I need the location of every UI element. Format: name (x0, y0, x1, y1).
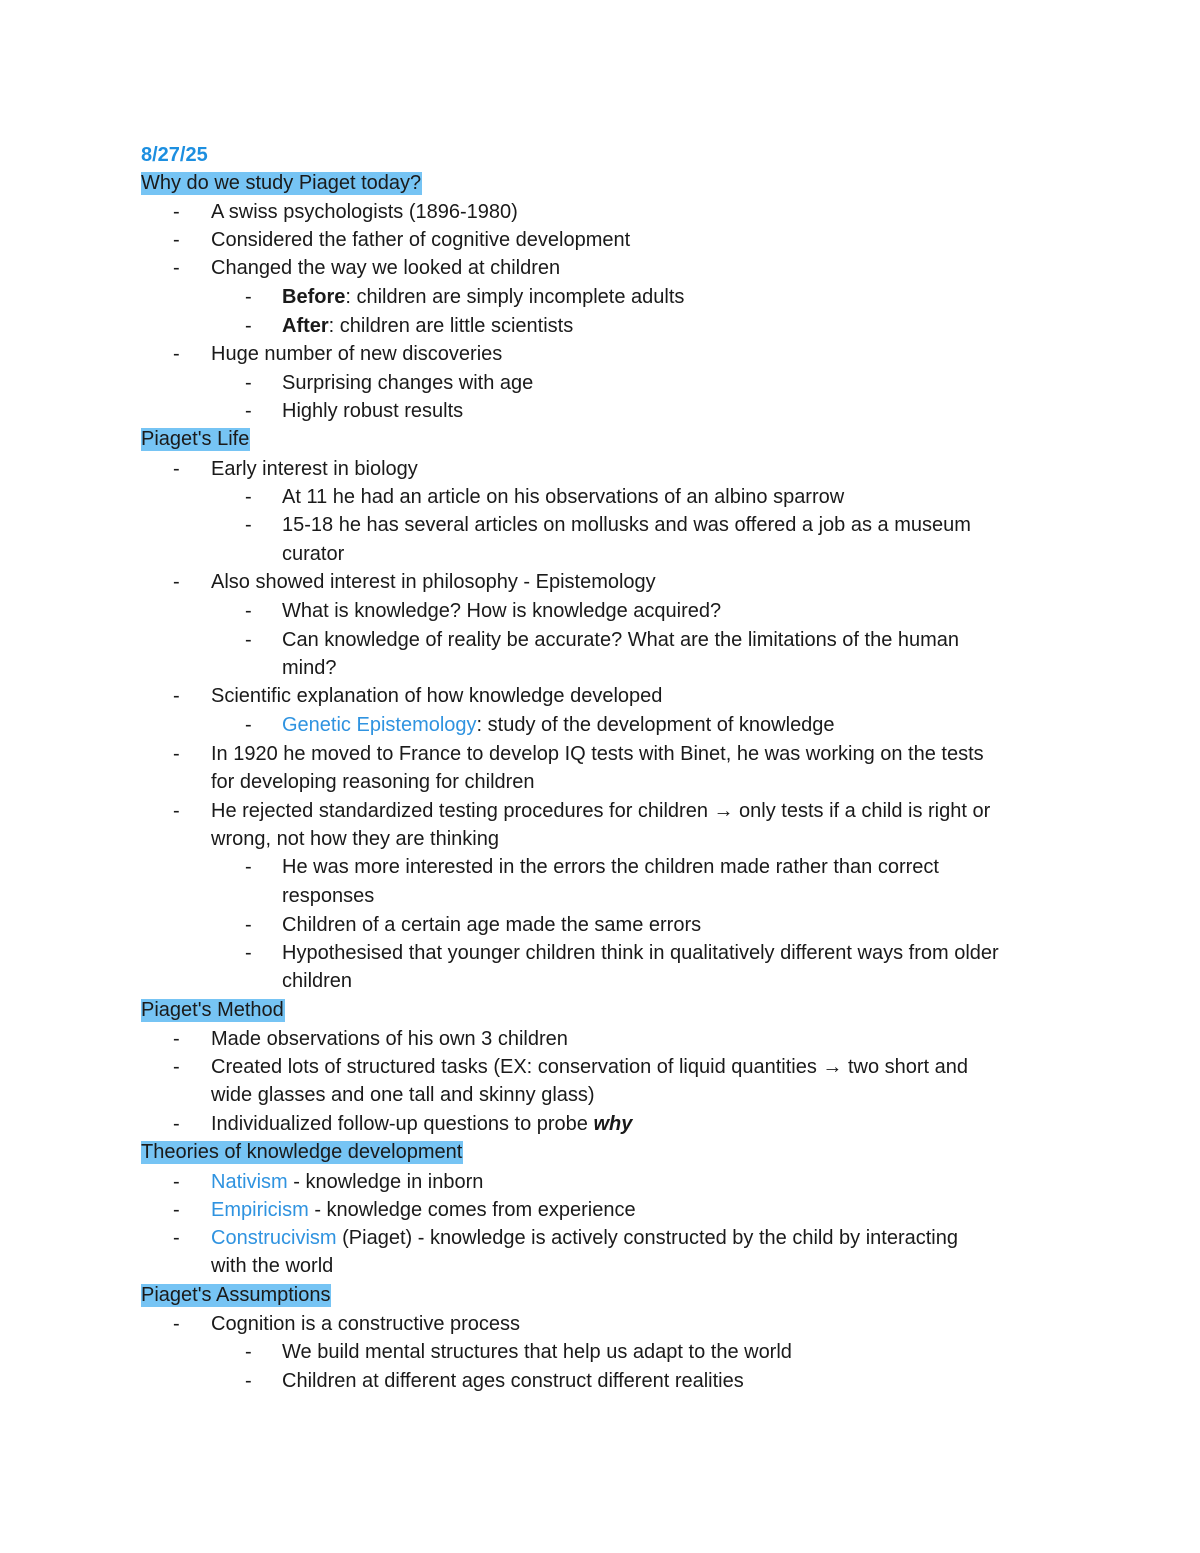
key-term: Genetic Epistemology (282, 714, 477, 736)
list-item-continuation: curator (282, 543, 345, 565)
list-item-continuation: responses (282, 885, 375, 907)
list-item-continuation: with the world (211, 1255, 334, 1277)
list-item: Created lots of structured tasks (EX: conservation of liquid quantities → two short and (211, 1056, 969, 1078)
list-item: Changed the way we looked at children (211, 257, 561, 279)
bullet-dash: - (245, 856, 252, 878)
list-item: 15-18 he has several articles on mollusks and was offered a job as a museum (282, 514, 971, 536)
section-header-theories (141, 1139, 463, 1166)
section-header-text: Why do we study Piaget today? (141, 172, 422, 194)
list-item (282, 283, 1082, 312)
bullet-dash: - (245, 514, 252, 536)
list-item: Huge number of new discoveries (211, 343, 503, 365)
bullet-dash: - (173, 1171, 180, 1193)
list-item: Highly robust results (282, 400, 464, 422)
bullet-dash: - (173, 1227, 180, 1249)
list-item (282, 711, 1082, 740)
bullet-dash: - (173, 800, 180, 822)
section-header-why (141, 170, 422, 197)
bold-term: Before (282, 286, 346, 308)
list-item: Considered the father of cognitive development (211, 229, 631, 251)
list-item: A swiss psychologists (1896-1980) (211, 201, 518, 223)
list-item: In 1920 he moved to France to develop IQ tests with Binet, he was working on the tests (211, 743, 984, 765)
section-header-text: Piaget's Method (141, 999, 284, 1021)
list-item-continuation: for developing reasoning for children (211, 771, 535, 793)
item-text: : children are little scientists (328, 315, 574, 337)
list-item: Children of a certain age made the same errors (282, 914, 702, 936)
list-item: Can knowledge of reality be accurate? What are the limitations of the human (282, 629, 960, 651)
item-text: - knowledge in inborn (287, 1171, 484, 1193)
bullet-dash: - (245, 400, 252, 422)
list-item: He was more interested in the errors the children made rather than correct (282, 856, 939, 878)
list-item: He rejected standardized testing procedures for children → only tests if a child is right or (211, 800, 991, 822)
list-item: Cognition is a constructive process (211, 1313, 521, 1335)
bullet-dash: - (173, 229, 180, 251)
section-header-life (141, 426, 250, 453)
list-item: What is knowledge? How is knowledge acquired? (282, 600, 722, 622)
key-term: Nativism (211, 1171, 288, 1193)
list-item-continuation: wide glasses and one tall and skinny glass) (211, 1084, 595, 1106)
bullet-dash: - (173, 685, 180, 707)
bullet-dash: - (173, 1113, 180, 1135)
list-item (211, 1224, 1071, 1253)
section-header-text: Piaget's Assumptions (141, 1284, 331, 1306)
section-header-text: Piaget's Life (141, 428, 250, 450)
bullet-dash: - (173, 257, 180, 279)
list-item: Early interest in biology (211, 458, 418, 480)
bullet-dash: - (173, 343, 180, 365)
list-item-continuation: mind? (282, 657, 337, 679)
bullet-dash: - (173, 458, 180, 480)
item-text: Individualized follow-up questions to probe (211, 1113, 594, 1135)
bullet-dash: - (245, 1370, 252, 1392)
item-text: - knowledge comes from experience (308, 1199, 636, 1221)
bullet-dash: - (245, 629, 252, 651)
section-header-text: Theories of knowledge development (141, 1141, 463, 1163)
bold-term: After (282, 315, 329, 337)
list-item (211, 1168, 1071, 1197)
bullet-dash: - (245, 486, 252, 508)
list-item-continuation: children (282, 970, 353, 992)
list-item (211, 1196, 1071, 1225)
bullet-dash: - (245, 914, 252, 936)
bullet-dash: - (245, 286, 252, 308)
list-item: Made observations of his own 3 children (211, 1028, 568, 1050)
section-header-method (141, 997, 285, 1024)
key-term: Construcivism (211, 1227, 337, 1249)
list-item: Also showed interest in philosophy - Epistemology (211, 571, 656, 593)
emphasis-text: why (593, 1113, 633, 1135)
key-term: Empiricism (211, 1199, 309, 1221)
list-item: Hypothesised that younger children think in qualitatively different ways from older (282, 942, 999, 964)
bullet-dash: - (245, 600, 252, 622)
bullet-dash: - (173, 571, 180, 593)
list-item: Surprising changes with age (282, 372, 534, 394)
bullet-dash: - (173, 1199, 180, 1221)
bullet-dash: - (173, 201, 180, 223)
list-item (211, 1110, 1071, 1139)
bullet-dash: - (173, 743, 180, 765)
bullet-dash: - (173, 1313, 180, 1335)
bullet-dash: - (245, 714, 252, 736)
item-text: : children are simply incomplete adults (345, 286, 685, 308)
bullet-dash: - (173, 1056, 180, 1078)
list-item-continuation: wrong, not how they are thinking (211, 828, 499, 850)
item-text: : study of the development of knowledge (476, 714, 835, 736)
bullet-dash: - (245, 315, 252, 337)
bullet-dash: - (173, 1028, 180, 1050)
bullet-dash: - (245, 372, 252, 394)
list-item: Scientific explanation of how knowledge developed (211, 685, 663, 707)
list-item: Children at different ages construct different realities (282, 1370, 744, 1392)
bullet-dash: - (245, 1341, 252, 1363)
bullet-dash: - (245, 942, 252, 964)
list-item (282, 312, 1082, 341)
list-item: We build mental structures that help us adapt to the world (282, 1341, 792, 1363)
note-date: 8/27/25 (141, 144, 208, 166)
list-item: At 11 he had an article on his observations of an albino sparrow (282, 486, 845, 508)
section-header-assumptions (141, 1282, 331, 1309)
item-text: (Piaget) - knowledge is actively constructed by the child by interacting (336, 1227, 958, 1249)
